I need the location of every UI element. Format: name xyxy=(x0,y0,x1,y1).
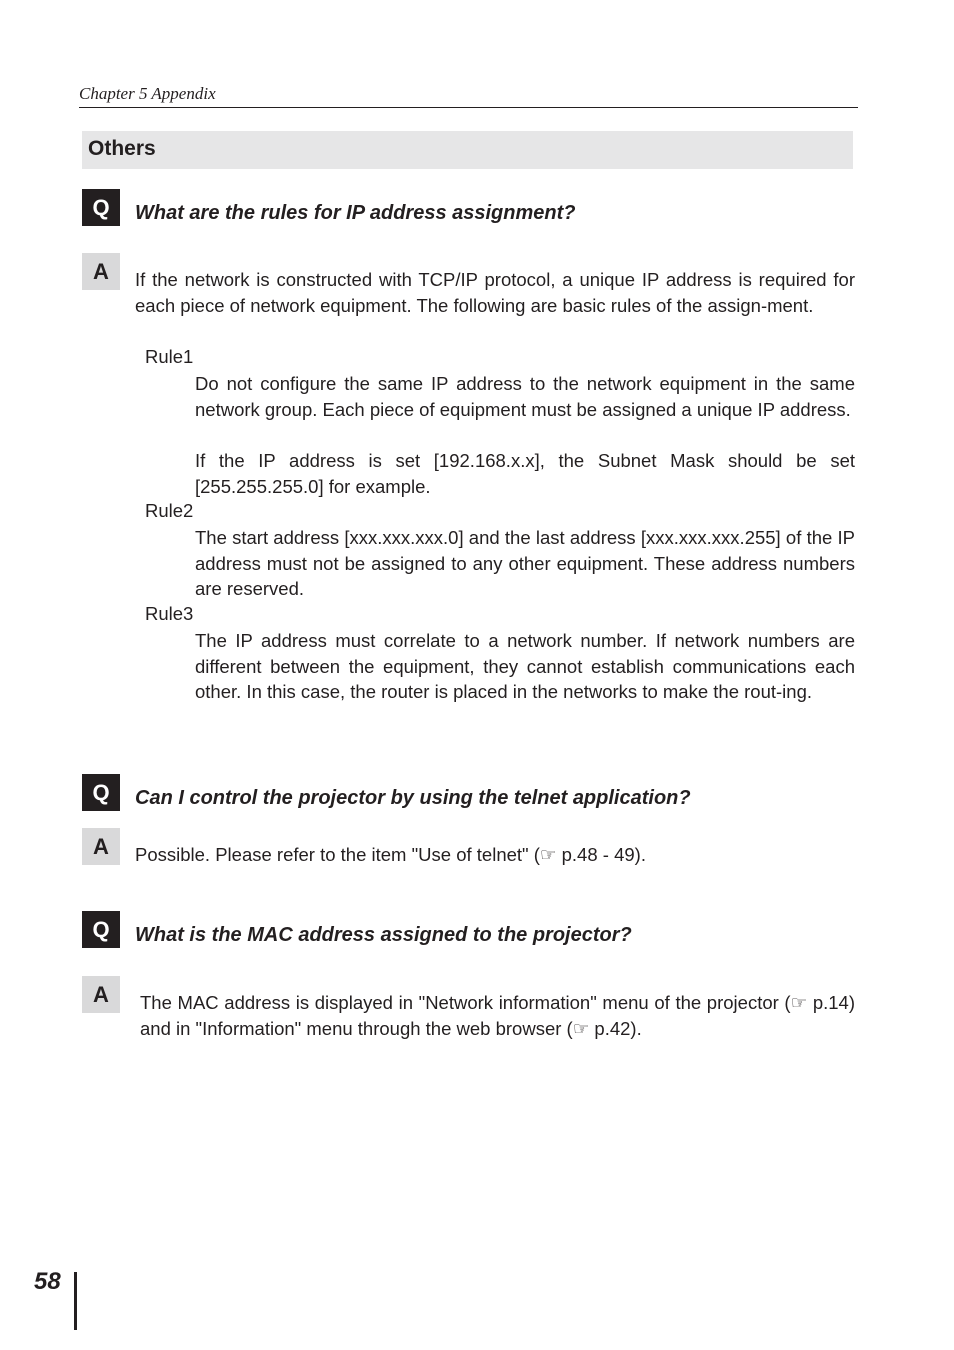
question-3: What is the MAC address assigned to the projector? xyxy=(135,924,632,946)
section-bar xyxy=(82,131,853,169)
chapter-header: Chapter 5 Appendix xyxy=(79,84,216,103)
section-title: Others xyxy=(88,137,156,160)
rule-1-text: Do not configure the same IP address to the network equipment in the same network group. Each piece of equipment must be assigned a unique IP address. xyxy=(195,373,855,420)
answer-3: The MAC address is displayed in "Network information" menu of the projector (☞ p.14) and in "Information" menu through the web browser (☞ p.42). xyxy=(140,992,855,1039)
rule-2-label: Rule2 xyxy=(145,500,194,521)
a-badge-1: A xyxy=(82,253,120,290)
a-badge-3: A xyxy=(82,976,120,1013)
rule-1-text-2: If the IP address is set [192.168.x.x], the Subnet Mask should be set [255.255.255.0] for example. xyxy=(195,450,855,497)
answer-1-intro: If the network is constructed with TCP/IP protocol, a unique IP address is required for each piece of network equipment. The following are basic rules of the assign-ment. xyxy=(135,269,855,316)
header-divider xyxy=(79,107,858,108)
q-badge-1: Q xyxy=(82,189,120,226)
answer-2: Possible. Please refer to the item "Use of telnet" (☞ p.48 - 49). xyxy=(135,844,646,865)
rule-3-text: The IP address must correlate to a network number. If network numbers are different between the equipment, they cannot establish communications each other. In this case, the router is placed in the networks to make the rout-ing. xyxy=(195,630,855,703)
question-2: Can I control the projector by using the telnet application? xyxy=(135,787,691,809)
a-badge-2: A xyxy=(82,828,120,865)
question-1: What are the rules for IP address assignment? xyxy=(135,202,576,224)
q-badge-3: Q xyxy=(82,911,120,948)
q-badge-2: Q xyxy=(82,774,120,811)
page-number-rule xyxy=(74,1272,77,1330)
page-number: 58 xyxy=(34,1268,61,1295)
rule-2-text: The start address [xxx.xxx.xxx.0] and the last address [xxx.xxx.xxx.255] of the IP address must not be assigned to any other equipment. These address numbers are reserved. xyxy=(195,527,855,600)
rule-3-label: Rule3 xyxy=(145,603,194,624)
rule-1-label: Rule1 xyxy=(145,346,194,367)
